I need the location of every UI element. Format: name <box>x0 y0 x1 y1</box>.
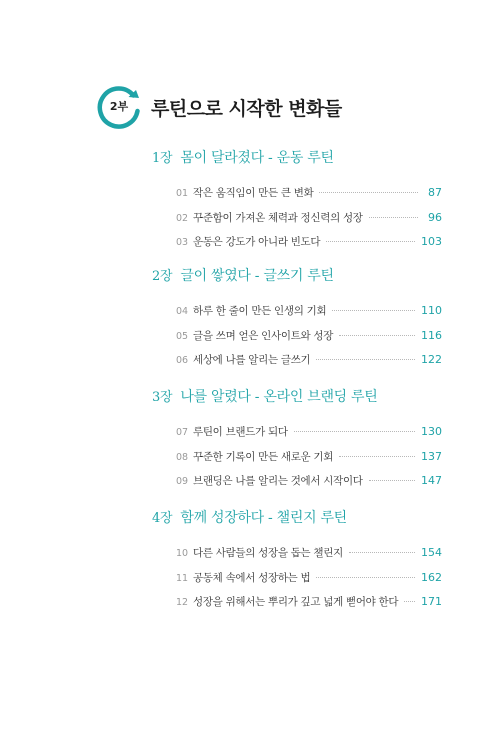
toc-entries <box>176 181 442 255</box>
entry-number: 04 <box>176 306 189 317</box>
entry-title: 세상에 나를 알리는 글쓰기 <box>193 354 311 366</box>
entry-title: 꾸준한 기록이 만든 새로운 기회 <box>193 450 334 463</box>
toc-entry[interactable] <box>176 230 442 255</box>
entry-page: 147 <box>421 474 442 487</box>
entry-number: 08 <box>176 451 189 463</box>
toc-entry[interactable] <box>176 348 442 373</box>
entry-title: 공동체 속에서 성장하는 법 <box>193 571 311 584</box>
entry-page: 162 <box>421 570 442 584</box>
toc-entries <box>176 299 442 373</box>
chapter-3 <box>152 386 442 494</box>
entry-page: 96 <box>428 210 442 224</box>
entry-page: 116 <box>421 328 442 342</box>
entry-page: 130 <box>421 425 442 438</box>
entry-page: 137 <box>421 449 442 463</box>
entry-number: 06 <box>176 355 189 366</box>
part-header <box>97 85 417 129</box>
part-badge-label: 2부 <box>109 100 129 113</box>
dot-leader <box>294 431 415 432</box>
dot-leader <box>369 480 415 481</box>
entry-title: 다른 사람들의 성장을 돕는 챌린지 <box>193 547 343 559</box>
entry-title: 글을 쓰며 얻은 인사이트와 성장 <box>193 329 334 342</box>
toc-entry[interactable] <box>176 566 442 591</box>
entry-number: 07 <box>176 427 189 438</box>
entry-title: 루틴이 브랜드가 되다 <box>193 426 288 438</box>
toc-entry[interactable] <box>176 590 442 615</box>
chapter-number: 1장 <box>152 151 173 166</box>
chapter-2 <box>152 265 442 373</box>
dot-leader <box>319 192 418 193</box>
entry-title: 브랜딩은 나를 알리는 것에서 시작이다 <box>193 475 363 487</box>
entry-number: 02 <box>176 212 189 224</box>
toc-entries <box>176 541 442 615</box>
entry-number: 12 <box>176 597 189 608</box>
dot-leader <box>316 577 415 578</box>
dot-leader <box>404 601 415 602</box>
chapter-title: 글이 쌓였다 - 글쓰기 루틴 <box>180 268 334 284</box>
entry-number: 01 <box>176 188 189 199</box>
entry-page: 122 <box>421 353 442 366</box>
chapter-title: 함께 성장하다 - 챌린지 루틴 <box>180 510 347 526</box>
dot-leader <box>369 217 418 218</box>
chapter-heading <box>152 147 442 169</box>
toc-entries <box>176 420 442 494</box>
chapter-number: 2장 <box>152 269 173 284</box>
entry-title: 작은 움직임이 만든 큰 변화 <box>193 187 314 199</box>
toc-entry[interactable] <box>176 324 442 349</box>
toc-entry[interactable] <box>176 469 442 494</box>
dot-leader <box>339 335 415 336</box>
entry-page: 110 <box>421 304 442 317</box>
entry-number: 03 <box>176 237 189 248</box>
toc-entry[interactable] <box>176 541 442 566</box>
entry-number: 09 <box>176 476 189 487</box>
chapter-heading <box>152 386 442 408</box>
dot-leader <box>326 241 415 242</box>
toc-entry[interactable] <box>176 420 442 445</box>
dot-leader <box>332 310 415 311</box>
dot-leader <box>339 456 415 457</box>
part-title: 루틴으로 시작한 변화들 <box>151 98 342 120</box>
dot-leader <box>316 359 415 360</box>
entry-page: 103 <box>421 235 442 248</box>
entry-title: 운동은 강도가 아니라 빈도다 <box>193 236 321 248</box>
toc-entry[interactable] <box>176 299 442 324</box>
entry-page: 171 <box>421 595 442 608</box>
entry-number: 10 <box>176 548 189 559</box>
chapter-heading <box>152 265 442 287</box>
entry-number: 11 <box>176 572 189 584</box>
entry-number: 05 <box>176 330 189 342</box>
entry-page: 154 <box>421 546 442 559</box>
entry-title: 꾸준함이 가져온 체력과 정신력의 성장 <box>193 211 363 224</box>
chapter-4 <box>152 507 442 615</box>
chapter-title: 나를 알렸다 - 온라인 브랜딩 루틴 <box>180 389 378 405</box>
chapter-1 <box>152 147 442 255</box>
dot-leader <box>349 552 415 553</box>
entry-title: 성장을 위해서는 뿌리가 깊고 넓게 뻗어야 한다 <box>193 596 399 608</box>
chapter-number: 3장 <box>152 390 173 405</box>
part-badge <box>97 85 141 129</box>
entry-page: 87 <box>428 186 442 199</box>
toc-entry[interactable] <box>176 181 442 206</box>
chapter-title: 몸이 달라졌다 - 운동 루틴 <box>180 150 334 166</box>
entry-title: 하루 한 줄이 만든 인생의 기회 <box>193 305 327 317</box>
toc-entry[interactable] <box>176 206 442 231</box>
toc-entry[interactable] <box>176 445 442 470</box>
chapter-number: 4장 <box>152 511 173 526</box>
chapter-heading <box>152 507 442 529</box>
